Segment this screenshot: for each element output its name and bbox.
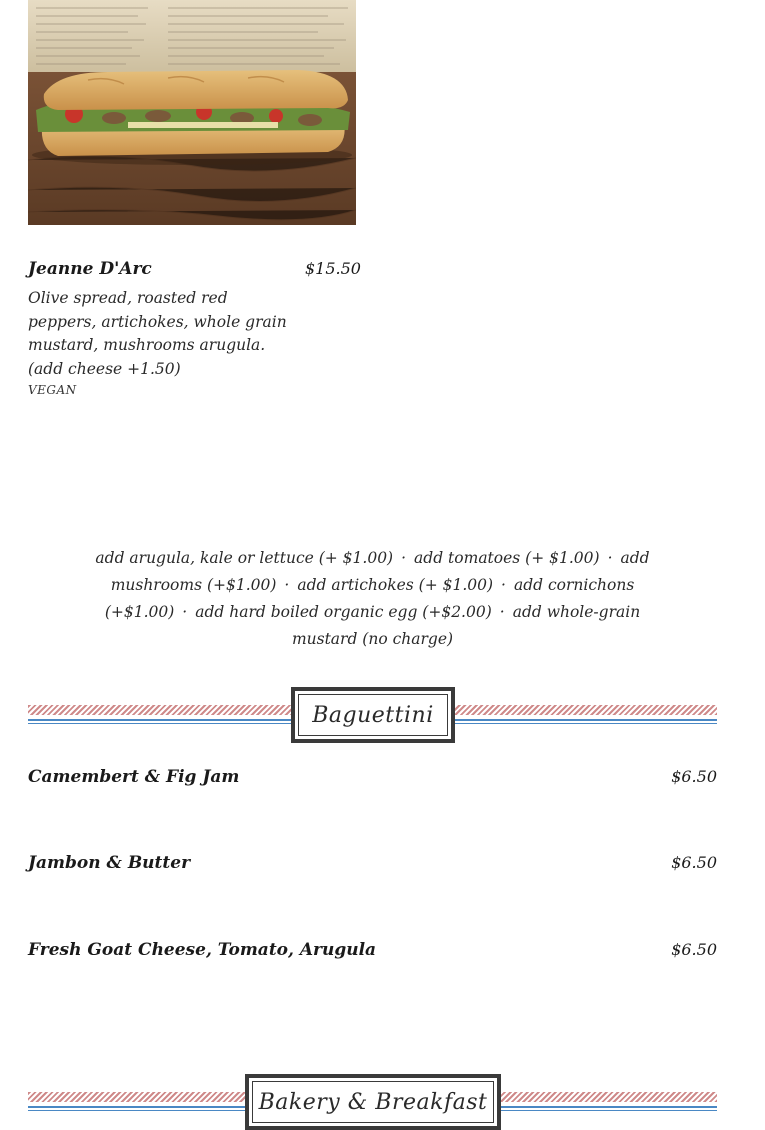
- baguette-sandwich-photo: [28, 0, 356, 225]
- item-price: $6.50: [671, 767, 717, 786]
- menu-item: [28, 940, 717, 960]
- dietary-tag: VEGAN: [28, 383, 77, 397]
- addon-separator: ·: [607, 549, 613, 567]
- addons-list: [80, 545, 665, 653]
- item-price-jeanne-darc: $15.50: [305, 259, 361, 278]
- item-price: $6.50: [671, 853, 717, 872]
- addon-separator: ·: [182, 603, 188, 621]
- addon-item: add whole-grain mustard (no charge): [291, 603, 641, 648]
- item-name: Fresh Goat Cheese, Tomato, Arugula: [28, 940, 377, 960]
- section-title: Bakery & Breakfast: [252, 1081, 494, 1123]
- addon-item: add tomatoes (+ $1.00): [414, 549, 600, 567]
- addon-item: add cornichons (+$1.00): [104, 576, 635, 621]
- item-name-jeanne-darc: Jeanne D'Arc: [28, 259, 152, 279]
- menu-item: [28, 767, 717, 787]
- section-title-frame: [245, 1074, 501, 1130]
- addon-separator: ·: [284, 576, 290, 594]
- item-name: Jambon & Butter: [28, 853, 191, 873]
- menu-item: [28, 853, 717, 873]
- item-description: Olive spread, roasted red peppers, artichokes, whole grain mustard, mushrooms arugula. (add cheese +1.50): [28, 289, 287, 378]
- section-title-frame: [291, 687, 455, 743]
- section-title: Baguettini: [298, 694, 448, 736]
- addon-item: add hard boiled organic egg (+$2.00): [195, 603, 492, 621]
- addon-separator: ·: [501, 576, 506, 594]
- addon-separator: ·: [499, 603, 505, 621]
- item-price: $6.50: [671, 940, 717, 959]
- section-header-bakery-breakfast: [28, 1074, 717, 1130]
- addon-separator: ·: [401, 549, 407, 567]
- item-name: Camembert & Fig Jam: [28, 767, 240, 787]
- addon-item: add artichokes (+ $1.00): [297, 576, 494, 594]
- addon-item: add mushrooms (+$1.00): [110, 549, 650, 594]
- section-header-baguettini: [28, 687, 717, 743]
- addon-item: add arugula, kale or lettuce (+ $1.00): [95, 549, 394, 567]
- sandwich-illustration: [28, 0, 356, 225]
